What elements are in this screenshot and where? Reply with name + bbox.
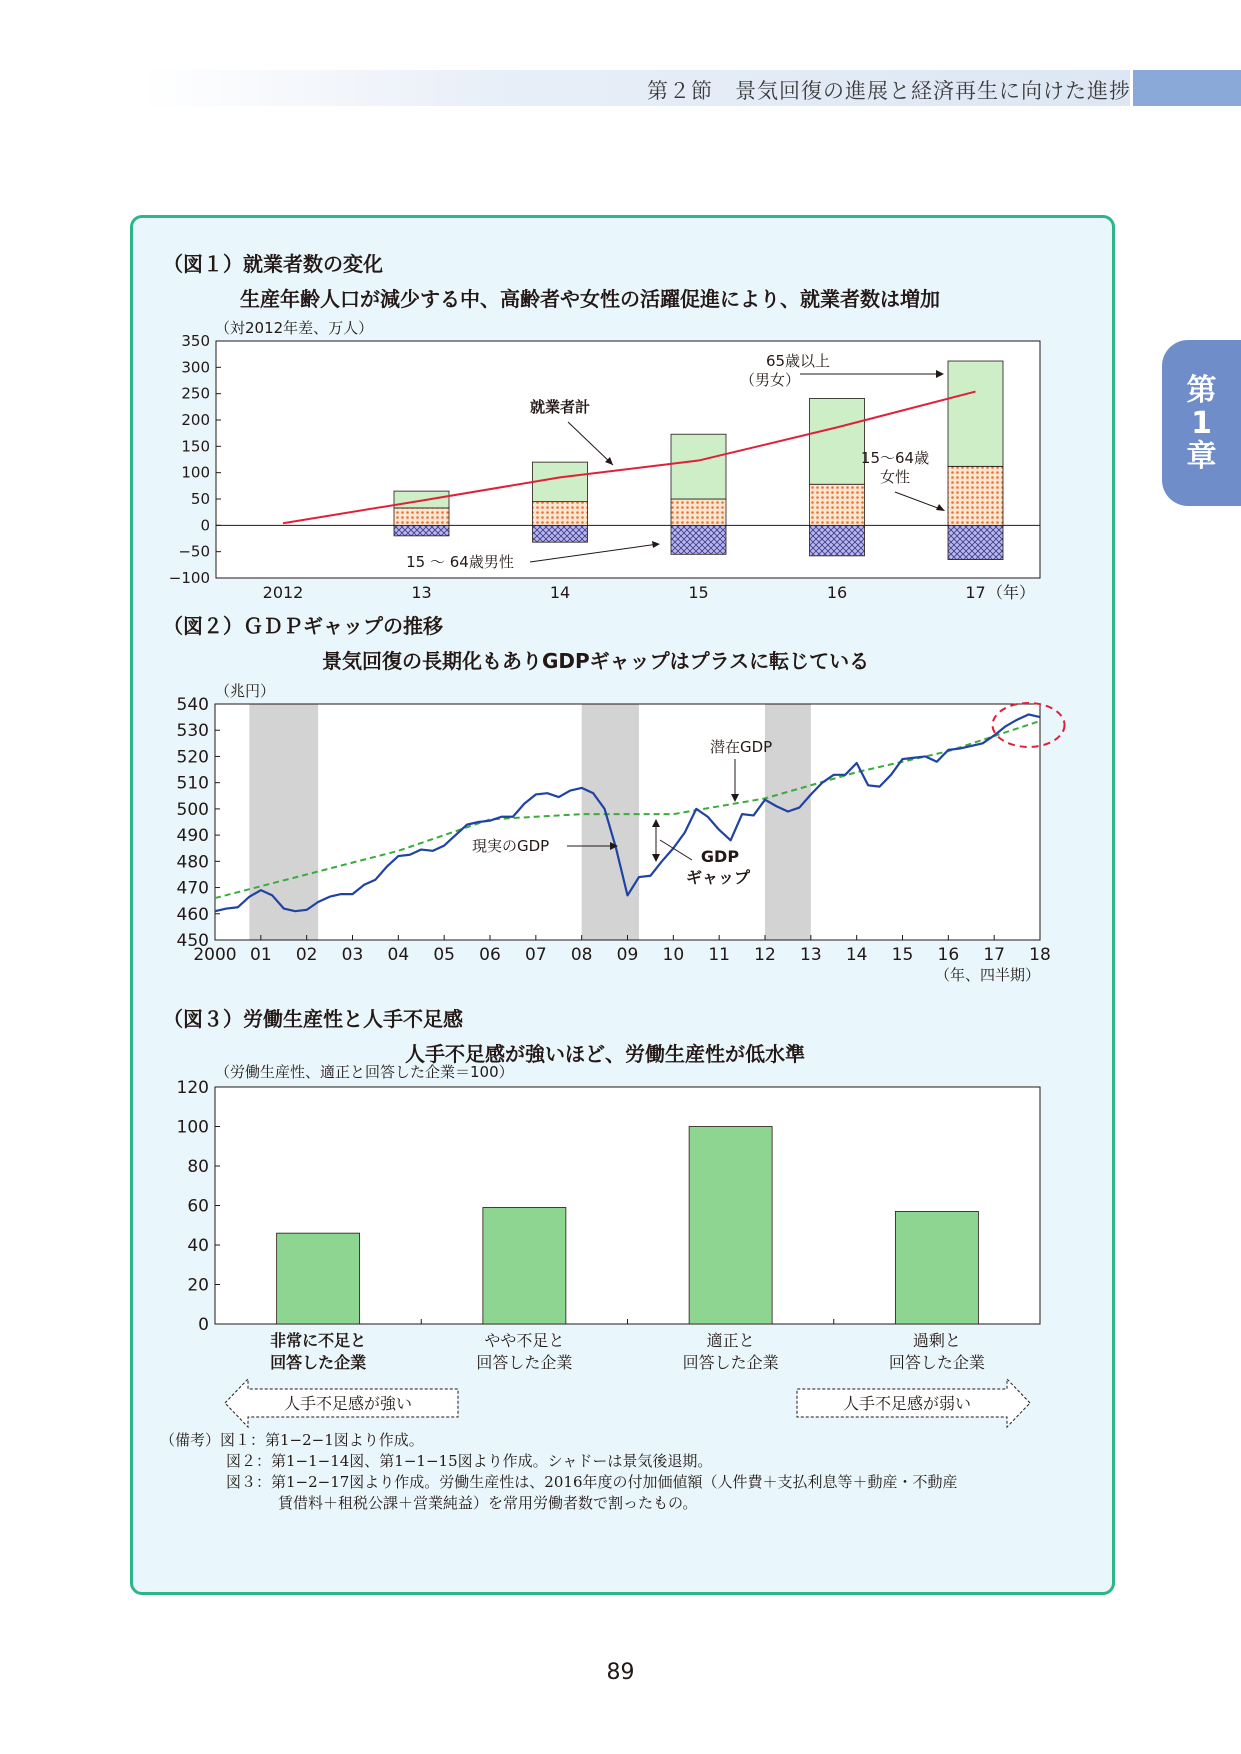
label-elderly-1: 65歳以上 [765,352,831,370]
fig2-y-tick-label: 490 [176,826,209,847]
fig3-y-tick-label: 20 [187,1275,209,1296]
fig2-label: （図２）ＧＤＰギャップの推移 [163,614,443,638]
fig3-category-label-1: 適正と [706,1331,755,1350]
fig3-y-tick-label: 60 [187,1196,209,1217]
fig2-y-tick-label: 530 [176,721,209,742]
bar-elderly-14 [533,462,588,502]
fig3-unit: （労働生産性、適正と回答した企業＝100） [215,1063,514,1081]
arrow-left-label: 人手不足感が強い [283,1394,413,1413]
chapter-tab-char3: 章 [1186,438,1217,474]
fig2-y-tick-label: 450 [176,931,209,951]
label-elderly-2: （男女） [739,371,801,389]
fig3-y-tick-label: 40 [187,1236,209,1256]
fig2-y-tick-label: 520 [176,747,209,768]
label-gap-1: GDP [700,847,740,866]
bar-female-15 [671,499,726,525]
label-female-2: 女性 [879,468,911,486]
fig3-category-label-1: 過剰と [912,1331,961,1350]
chapter-tab[interactable] [1162,340,1241,506]
fig2-x-tick-label: 16 [937,945,960,965]
note-line-4: 賃借料＋租税公課＋営業純益）を常用労働者数で割ったもの。 [278,1494,698,1512]
label-gap-2: ギャップ [685,868,751,887]
fig3-y-tick-label: 0 [198,1315,209,1335]
fig3-category-label-1: やや不足と [484,1331,565,1350]
fig2-y-tick-label: 470 [176,878,209,899]
fig2-x-tick-label: 2000 [193,945,237,965]
fig2-title: 景気回復の長期化もありGDPギャップはプラスに転じている [322,649,870,673]
fig1-y-tick-label: −50 [178,542,210,561]
fig1-label: （図１）就業者数の変化 [163,252,383,276]
fig3-chart [150,1075,1080,1430]
fig2-x-tick-label: 14 [845,945,868,965]
fig1-x-tick-label: 15 [688,583,709,602]
fig1-y-tick-label: 50 [190,490,210,508]
bar-male-13 [394,525,449,536]
fig3-y-tick-label: 80 [187,1157,209,1177]
bar-4 [895,1211,978,1324]
fig1-x-tick-label: 17 [965,583,986,602]
fig2-x-tick-label: 02 [295,945,318,965]
chapter-tab-char1: 第 [1186,372,1217,408]
fig2-x-tick-label: 17 [983,945,1005,965]
bar-elderly-17 [948,361,1003,466]
fig1-x-tick-label: 2012 [262,583,304,602]
note-line-3: 図３：第1−2−17図より作成。労働生産性は、2016年度の付加価値額（人件費＋支払利息等＋動産・不動産 [226,1473,958,1491]
fig1-x-tick-label: 13 [411,583,432,602]
fig3-category-label-1: 非常に不足と [270,1331,367,1350]
fig2-x-tick-label: 03 [341,945,364,965]
bar-male-17 [948,525,1003,559]
fig3-y-tick-label: 120 [176,1078,209,1098]
fig3-y-tick-label: 100 [176,1117,209,1138]
fig2-x-tick-label: 01 [250,945,272,965]
bar-2 [483,1207,566,1324]
bar-elderly-15 [671,434,726,499]
fig1-chart [150,335,1080,615]
recession-shade-1 [249,704,318,940]
fig3-category-label-2: 回答した企業 [888,1353,985,1372]
fig3-label: （図３）労働生産性と人手不足感 [163,1007,463,1031]
fig1-y-tick-label: 0 [200,516,210,535]
fig2-x-unit: （年、四半期） [934,966,1040,984]
fig1-y-tick-label: 100 [181,463,210,482]
bar-female-17 [948,466,1003,525]
fig1-y-tick-label: 250 [181,384,210,403]
fig1-x-tick-label: 14 [549,583,571,602]
fig2-x-tick-label: 07 [525,945,547,965]
bar-female-16 [810,484,865,525]
fig2-x-tick-label: 05 [433,945,455,965]
bar-female-13 [394,508,449,525]
fig2-x-tick-label: 13 [800,945,822,965]
fig3-title: 人手不足感が強いほど、労働生産性が低水準 [405,1042,805,1066]
fig2-x-tick-label: 18 [1029,945,1051,965]
fig1-y-tick-label: 350 [181,335,210,350]
fig2-y-tick-label: 540 [176,695,209,715]
label-total: 就業者計 [529,398,591,416]
notes [160,1430,958,1514]
page-number: 89 [606,1660,635,1685]
section-title: 第２節 景気回復の進展と経済再生に向けた進捗 [647,79,1131,103]
header-tab [1133,70,1241,106]
fig1-unit: （対2012年差、万人） [215,319,374,337]
fig1-x-unit: （年） [986,583,1035,602]
fig2-x-tick-label: 04 [387,945,410,965]
bar-3 [689,1127,772,1325]
fig2-x-tick-label: 11 [708,945,730,965]
label-potential-gdp: 潜在GDP [710,738,773,756]
bar-male-14 [533,525,588,542]
label-male: 15 ～ 64歳男性 [406,553,514,571]
bar-male-15 [671,525,726,554]
fig2-x-tick-label: 06 [479,945,501,965]
fig1-y-tick-label: −100 [168,569,210,587]
fig1-x-tick-label: 16 [826,583,848,602]
fig1-title: 生産年齢人口が減少する中、高齢者や女性の活躍促進により、就業者数は増加 [240,287,940,311]
fig1-y-tick-label: 200 [181,411,210,429]
bar-elderly-13 [394,491,449,508]
fig3-category-label-2: 回答した企業 [476,1353,573,1372]
fig3-category-label-2: 回答した企業 [270,1353,367,1372]
fig2-x-tick-label: 09 [616,945,639,965]
bar-male-16 [810,525,865,556]
fig2-unit: （兆円） [215,682,276,700]
fig2-chart [150,690,1080,1000]
fig2-x-tick-label: 08 [570,945,593,965]
fig2-x-tick-label: 15 [891,945,914,965]
fig2-y-tick-label: 510 [176,773,209,794]
chapter-tab-number: 1 [1191,405,1212,441]
note-line-2: 図２：第1−1−14図、第1−1−15図より作成。シャドーは景気後退期。 [226,1452,713,1470]
fig2-y-tick-label: 500 [176,799,209,820]
recession-shade-2 [582,704,639,940]
bar-1 [277,1233,360,1324]
fig3-category-label-2: 回答した企業 [682,1353,779,1372]
bar-elderly-16 [810,398,865,484]
fig1-y-tick-label: 300 [181,358,210,377]
fig2-y-tick-label: 460 [176,904,209,925]
fig2-x-tick-label: 10 [662,945,685,965]
fig2-x-tick-label: 12 [754,945,776,965]
arrow-right-label: 人手不足感が弱い [842,1394,972,1413]
bar-female-14 [533,502,588,526]
note-line-1: （備考）図１：第1−2−1図より作成。 [160,1431,424,1449]
label-actual-gdp: 現実のGDP [472,837,550,855]
fig1-y-tick-label: 150 [181,437,210,456]
label-female-1: 15～64歳 [860,449,930,467]
fig2-y-tick-label: 480 [176,852,209,873]
